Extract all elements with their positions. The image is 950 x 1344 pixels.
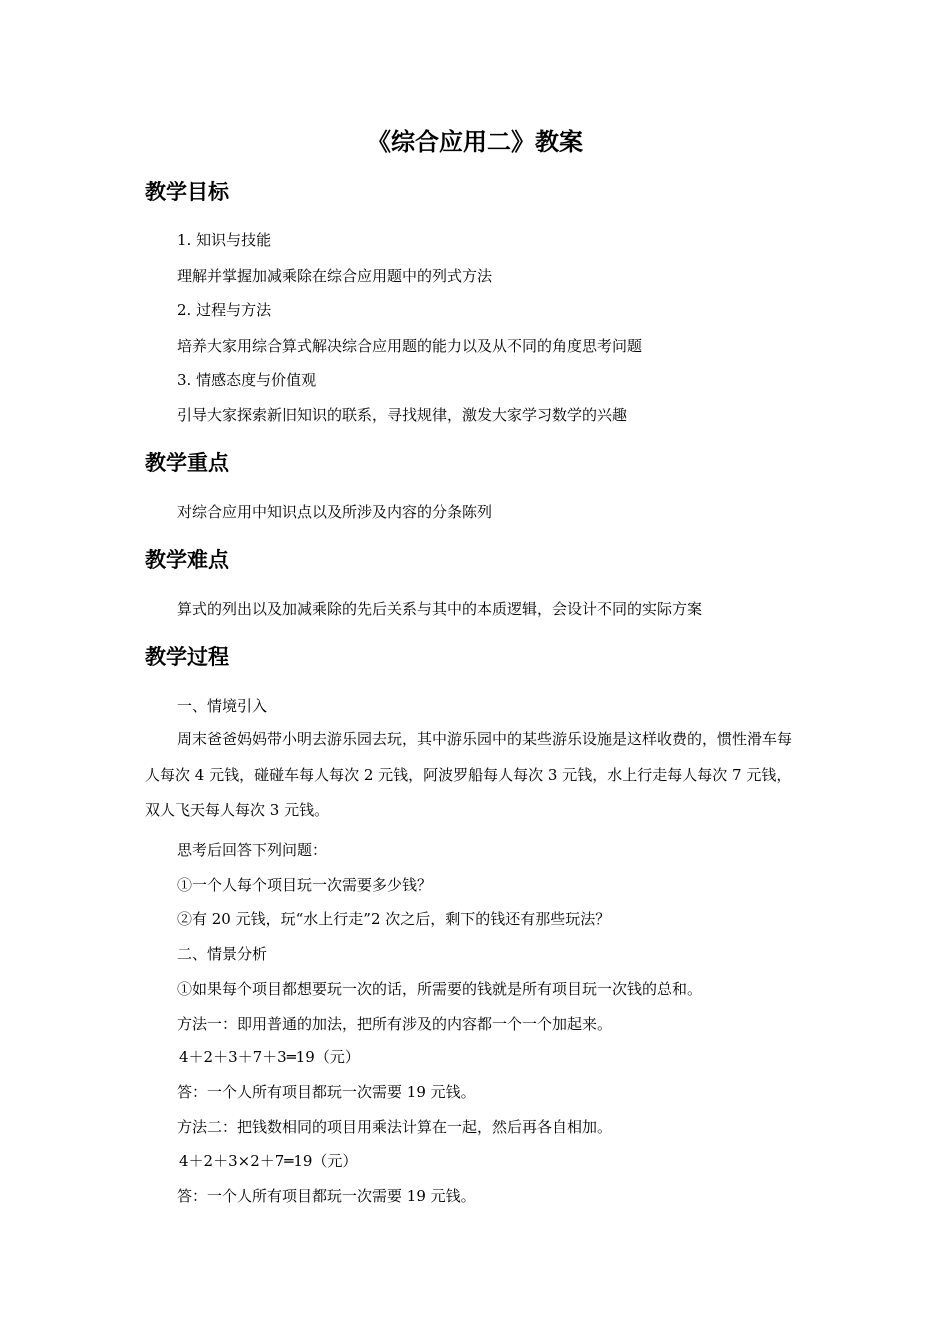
goal-line: 1. 知识与技能 [177, 231, 272, 249]
answer-1: 答：一个人所有项目都玩一次需要 19 元钱。 [177, 1083, 476, 1101]
analysis-1: ①如果每个项目都想要玩一次的话，所需要的钱就是所有项目玩一次钱的总和。 [177, 980, 703, 998]
key-points-text: 对综合应用中知识点以及所涉及内容的分条陈列 [177, 503, 493, 521]
goal-line: 培养大家用综合算式解决综合应用题的能力以及从不同的角度思考问题 [177, 337, 643, 355]
heading-difficulties: 教学难点 [145, 548, 229, 572]
heading-teaching-process: 教学过程 [145, 645, 229, 669]
goal-line: 2. 过程与方法 [177, 301, 272, 319]
goal-line: 理解并掌握加减乘除在综合应用题中的列式方法 [177, 267, 493, 285]
method-2: 方法二：把钱数相同的项目用乘法计算在一起，然后再各自相加。 [177, 1118, 613, 1136]
question-1: ①一个人每个项目玩一次需要多少钱？ [177, 876, 433, 894]
equation-2: 4＋2＋3×2＋7═19（元） [179, 1152, 358, 1170]
difficulties-text: 算式的列出以及加减乘除的先后关系与其中的本质逻辑，会设计不同的实际方案 [177, 600, 703, 618]
analysis-label: 二、情景分析 [177, 945, 268, 963]
intro-label: 一、情境引入 [177, 697, 268, 715]
goal-line: 3. 情感态度与价值观 [177, 371, 317, 389]
page-title: 《综合应用二》教案 [367, 128, 583, 156]
equation-1: 4＋2＋3＋7＋3═19（元） [179, 1048, 360, 1066]
answer-2: 答：一个人所有项目都玩一次需要 19 元钱。 [177, 1187, 476, 1205]
heading-teaching-goals: 教学目标 [145, 180, 229, 204]
method-1: 方法一：即用普通的加法，把所有涉及的内容都一个一个加起来。 [177, 1015, 613, 1033]
heading-key-points: 教学重点 [145, 451, 229, 475]
question-2: ②有 20 元钱，玩“水上行走”2 次之后，剩下的钱还有那些玩法？ [177, 910, 611, 928]
intro-paragraph: 周末爸爸妈妈带小明去游乐园去玩，其中游乐园中的某些游乐设施是这样收费的，惯性滑车每人每次 4 元钱，碰碰车每人每次 2 元钱，阿波罗船每人每次 3 元钱，水上行走每人每次 7 元钱，双人飞天每人每次 3 元钱。 [145, 730, 793, 819]
question-prompt: 思考后回答下列问题： [177, 841, 328, 859]
goal-line: 引导大家探索新旧知识的联系，寻找规律，激发大家学习数学的兴趣 [177, 406, 628, 424]
